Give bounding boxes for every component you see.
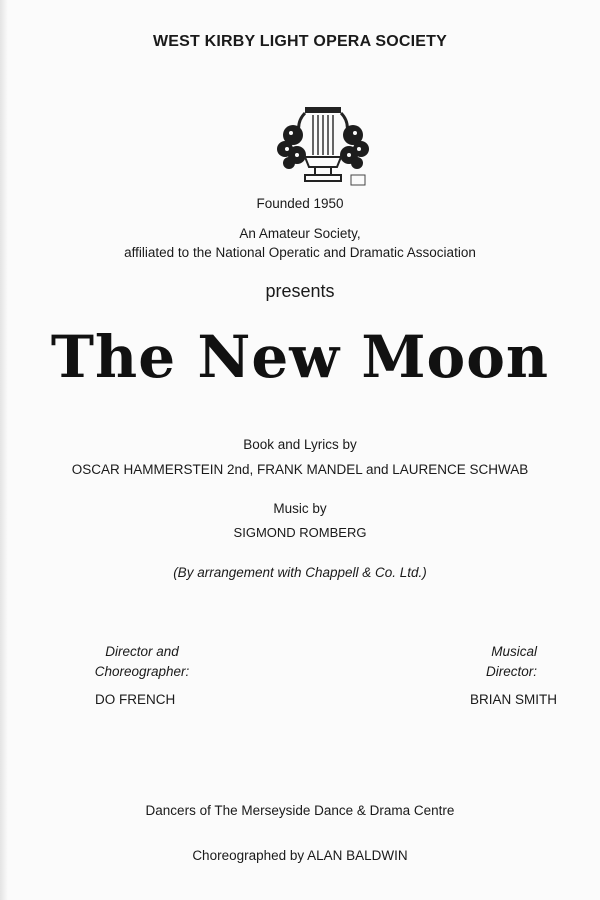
- director-name: DO FRENCH: [95, 692, 176, 707]
- musical-director-credit: [440, 642, 565, 707]
- musical-director-name: BRIAN SMITH: [469, 692, 557, 707]
- dancers-credit: Dancers of The Merseyside Dance & Drama Centre: [145, 803, 455, 818]
- director-credit: [87, 642, 197, 707]
- society-name: WEST KIRBY LIGHT OPERA SOCIETY: [152, 33, 448, 50]
- amateur-society-line: An Amateur Society,: [239, 226, 361, 241]
- show-title: The New Moon: [50, 323, 550, 391]
- musical-director-role-line2: Director:: [485, 664, 537, 679]
- musical-director-role-line1: Musical: [491, 644, 537, 659]
- music-label: Music by: [273, 501, 327, 516]
- book-lyrics-label: Book and Lyrics by: [243, 437, 357, 452]
- founded-year: Founded 1950: [256, 196, 344, 211]
- lyre-emblem-icon: [275, 105, 371, 191]
- choreographer-credit: Choreographed by ALAN BALDWIN: [192, 848, 408, 863]
- presents-text: presents: [265, 281, 335, 301]
- authors-line: OSCAR HAMMERSTEIN 2nd, FRANK MANDEL and LAURENCE SCHWAB: [71, 462, 529, 477]
- director-role-line2: Choreographer:: [94, 664, 190, 679]
- affiliation-line: affiliated to the National Operatic and Dramatic Association: [124, 245, 476, 260]
- arrangement-note: (By arrangement with Chappell & Co. Ltd.): [173, 565, 427, 580]
- director-role-line1: Director and: [105, 644, 179, 659]
- composer-name: SIGMOND ROMBERG: [233, 525, 367, 540]
